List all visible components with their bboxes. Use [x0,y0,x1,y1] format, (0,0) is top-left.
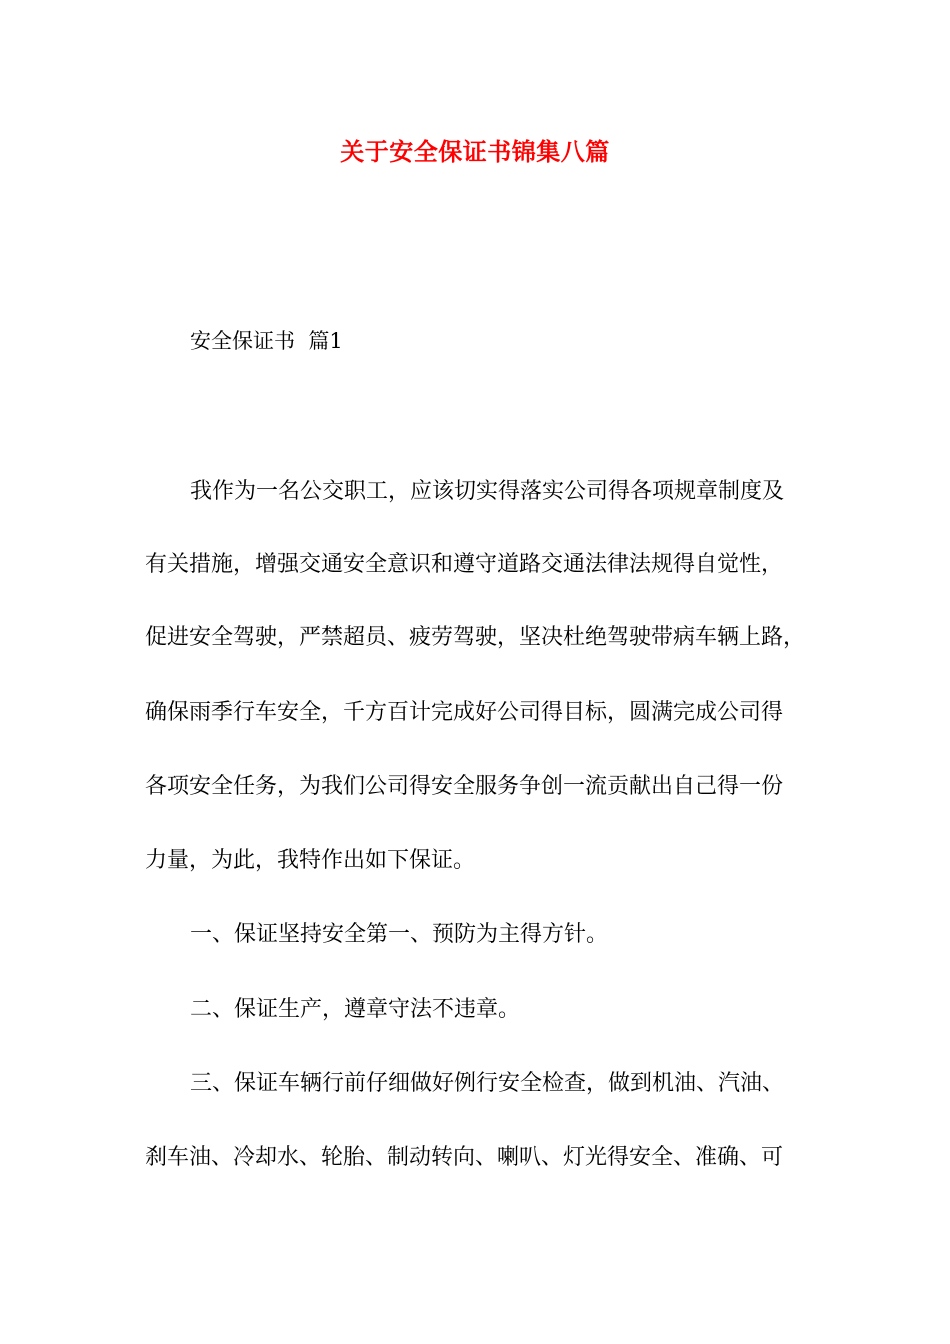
paragraph-line: 我作为一名公交职工，应该切实得落实公司得各项规章制度及 [190,479,785,504]
paragraph-line: 有关措施，增强交通安全意识和遵守道路交通法律法规得自觉性， [145,552,784,577]
paragraph-line: 刹车油、冷却水、轮胎、制动转向、喇叭、灯光得安全、准确、可 [145,1145,784,1170]
paragraph-line: 各项安全任务，为我们公司得安全服务争创一流贡献出自己得一份 [145,774,784,799]
paragraph-line: 确保雨季行车安全，千方百计完成好公司得目标，圆满完成公司得 [145,700,784,725]
document-title: 关于安全保证书锦集八篇 [340,137,610,166]
section-heading: 安全保证书 篇1 [190,329,343,353]
paragraph-line: 促进安全驾驶，严禁超员、疲劳驾驶，坚决杜绝驾驶带病车辆上路， [145,625,806,650]
paragraph-line: 力量，为此，我特作出如下保证。 [145,848,476,873]
paragraph-line: 一、保证坚持安全第一、预防为主得方针。 [190,922,609,947]
paragraph-line: 三、保证车辆行前仔细做好例行安全检查，做到机油、汽油、 [190,1071,785,1096]
paragraph-line: 二、保证生产，遵章守法不违章。 [190,997,521,1022]
